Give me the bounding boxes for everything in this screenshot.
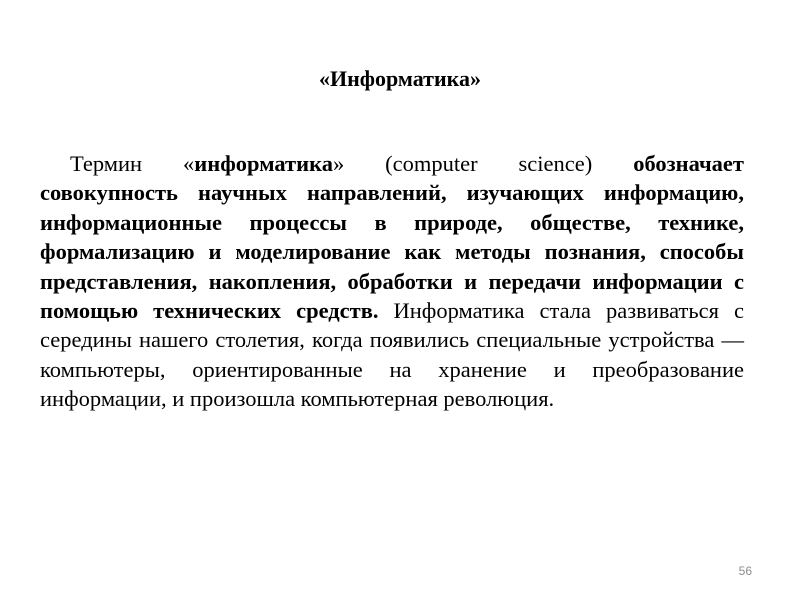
slide-page-number: 56 [738,564,752,578]
paragraph-text-history: Информатика стала развиваться с середины нашего столетия, когда появились специальные устройства — компьютеры, ориентированные на хранение и преобразование информации, и произошла компьютерная революция. [40,298,744,412]
body-paragraph [40,149,744,414]
paragraph-text-intro: Термин « [70,151,195,176]
paragraph-text-english-term: » (computer science) [332,151,634,176]
paragraph-definition-bold: обозначает совокупность научных направлений, изучающих информацию, информационные процессы в природе, обществе, технике, формализацию и моделирование как методы познания, способы представления, накопления, обработки и передачи информации с помощью технических средств. [40,151,744,324]
paragraph-term-bold: информатика [194,151,333,176]
slide-title: «Информатика» [318,66,481,91]
